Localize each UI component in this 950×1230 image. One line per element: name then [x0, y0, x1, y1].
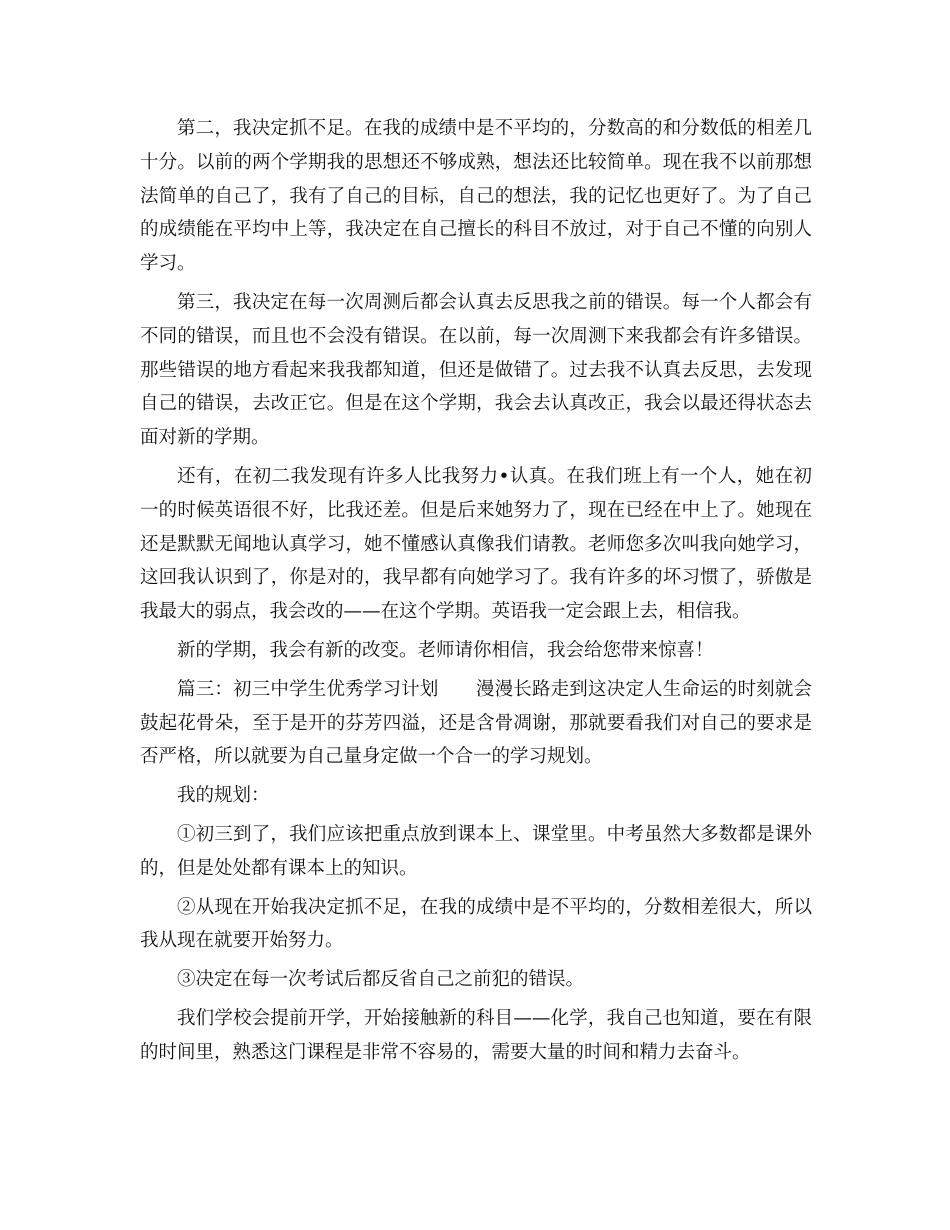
paragraph-plan-item-1: ①初三到了，我们应该把重点放到课本上、课堂里。中考虽然大多数都是课外的，但是处处都有课本上的知识。 [140, 823, 812, 879]
paragraph-also: 还有，在初二我发现有许多人比我努力•认真。在我们班上有一个人，她在初一的时候英语很不好，比我还差。但是后来她努力了，现在已经在中上了。她现在还是默默无闻地认真学习，她不懂感认真像我们请教。老师您多次叫我向她学习，这回我认识到了，你是对的，我早都有向她学习了。我有许多的坏习惯了，骄傲是我最大的弱点，我会改的——在这个学期。英语我一定会跟上去，相信我。 [140, 465, 812, 623]
paragraph-second-point: 第二，我决定抓不足。在我的成绩中是不平均的，分数高的和分数低的相差几十分。以前的两个学期我的思想还不够成熟，想法还比较简单。现在我不以前那想法简单的自己了，我有了自己的目标，自己的想法，我的记忆也更好了。为了自己的成绩能在平均中上等，我决定在自己擅长的科目不放过，对于自己不懂的向别人学习。 [140, 118, 812, 275]
paragraph-plan-item-2: ②从现在开始我决定抓不足，在我的成绩中是不平均的，分数相差很大，所以我从现在就要开始努力。 [140, 896, 812, 952]
paragraph-third-point: 第三，我决定在每一次周测后都会认真去反思我之前的错误。每一个人都会有不同的错误，而且也不会没有错误。在以前，每一次周测下来我都会有许多错误。那些错误的地方看起来我我都知道，但还是做错了。过去我不认真去反思，去发现自己的错误，去改正它。但是在这个学期，我会去认真改正，我会以最还得状态去面对新的学期。 [140, 291, 812, 449]
paragraph-article-three: 篇三：初三中学生优秀学习计划 漫漫长路走到这决定人生命运的时刻就会鼓起花骨朵，至于是开的芬芳四溢，还是含骨凋谢，那就要看我们对自己的要求是否严格，所以就要为自己量身定做一个合一的学习规划。 [140, 678, 812, 768]
paragraph-new-semester: 新的学期，我会有新的改变。老师请你相信，我会给您带来惊喜！ [177, 639, 714, 661]
paragraph-my-plan-heading: 我的规划： [177, 785, 270, 807]
paragraph-plan-item-3: ③决定在每一次考试后都反省自己之前犯的错误。 [177, 969, 585, 991]
document-body [140, 112, 812, 1075]
paragraph-chemistry: 我们学校会提前开学，开始接触新的科目——化学，我自己也知道，要在有限的时间里，熟悉这门课程是非常不容易的，需要大量的时间和精力去奋斗。 [140, 1007, 812, 1063]
